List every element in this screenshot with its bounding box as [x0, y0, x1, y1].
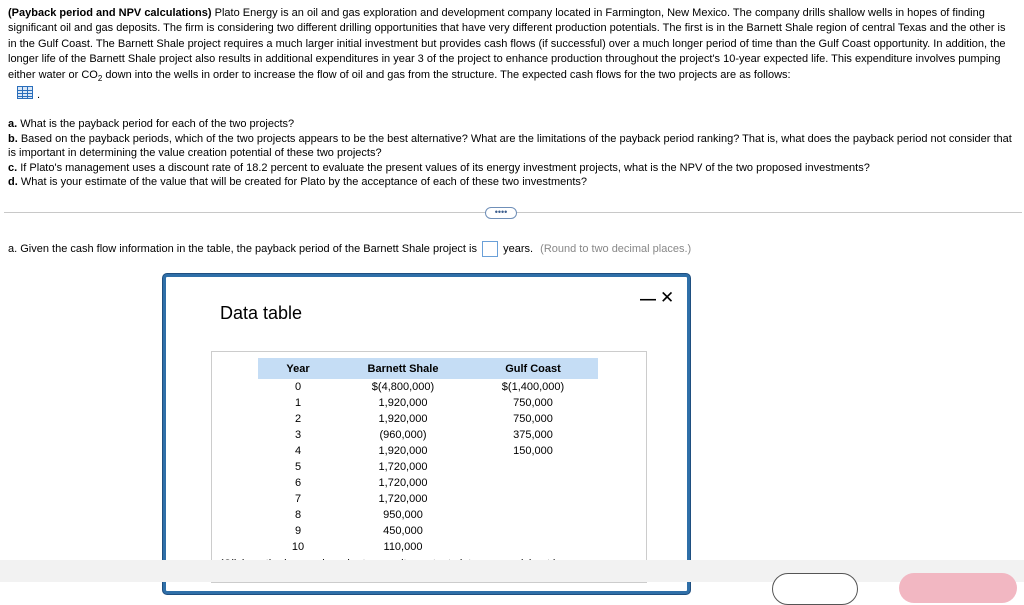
modal-title: Data table [220, 303, 303, 323]
cell-gulf: 750,000 [513, 413, 553, 425]
cell-gulf [468, 491, 598, 507]
question-list [8, 117, 1016, 190]
answer-hint: (Round to two decimal places.) [540, 242, 692, 255]
header-year: Year [258, 358, 338, 379]
cell-year: 5 [294, 461, 302, 473]
payback-answer-input[interactable] [482, 241, 498, 257]
minimize-button[interactable]: — [640, 291, 656, 308]
cell-gulf: 150,000 [513, 445, 553, 457]
problem-statement [8, 6, 1016, 86]
cell-gulf [468, 475, 598, 491]
data-table-icon[interactable] [17, 86, 33, 99]
cell-year: 4 [294, 445, 302, 457]
cell-gulf: $(1,400,000) [501, 381, 565, 393]
table-row [258, 475, 598, 491]
question-b-text: Based on the payback periods, which of the two projects appears to be the best alternative? What are the limitations of the payback period ranking? That is, what does the payback period not consider that is important in determining the value creation potential of these two projects? [8, 132, 1012, 160]
table-row [258, 379, 598, 395]
data-table-modal [163, 274, 690, 594]
cell-year: 6 [294, 477, 302, 489]
table-row [258, 395, 598, 411]
cell-year: 7 [294, 493, 302, 505]
table-icon-dot: . [37, 89, 41, 101]
cell-barnett: $(4,800,000) [371, 381, 435, 393]
question-a-label: a. [8, 118, 18, 130]
answer-line [8, 241, 691, 257]
question-b-label: b. [8, 132, 18, 145]
question-d-label: d. [8, 176, 18, 189]
question-c-text: If Plato's management uses a discount rate of 18.2 percent to evaluate the present values of its energy investment projects, what is the NPV of the two proposed investments? [17, 161, 870, 174]
cell-barnett: 1,720,000 [378, 477, 428, 489]
question-a-text: What is the payback period for each of the two projects? [17, 118, 295, 130]
problem-text-2: down into the wells in order to increase the flow of oil and gas from the structure. The expected cash flows for the two projects are as follows: [102, 68, 791, 81]
cell-barnett: 1,920,000 [378, 397, 428, 409]
question-b [8, 132, 1016, 161]
close-button[interactable]: ✕ [660, 288, 675, 307]
header-barnett: Barnett Shale [338, 358, 468, 379]
cell-barnett: 1,920,000 [378, 445, 428, 457]
cell-barnett: 1,720,000 [378, 461, 428, 473]
question-c-label: c. [8, 161, 18, 174]
expand-more-button[interactable]: •••• [485, 207, 517, 219]
answer-unit: years. [503, 242, 534, 255]
cell-year: 9 [294, 525, 302, 537]
cell-year: 1 [294, 397, 302, 409]
cell-year: 3 [294, 429, 302, 441]
cell-barnett: 1,720,000 [378, 493, 428, 505]
cell-barnett: 1,920,000 [378, 413, 428, 425]
table-row [258, 539, 598, 555]
answer-prefix: a. Given the cash flow information in the table, the payback period of the Barnett Shale project is [8, 242, 477, 255]
question-a [8, 117, 1016, 132]
cell-year: 8 [294, 509, 302, 521]
question-d-text: What is your estimate of the value that will be created for Plato by the acceptance of each of these two investments? [17, 176, 588, 189]
header-gulf: Gulf Coast [468, 358, 598, 379]
cell-year: 2 [294, 413, 302, 425]
table-container [211, 351, 647, 583]
cell-gulf [468, 507, 598, 523]
table-row [258, 443, 598, 459]
cell-barnett: 110,000 [383, 541, 423, 553]
table-row [258, 411, 598, 427]
cell-gulf: 750,000 [513, 397, 553, 409]
cell-gulf [468, 459, 598, 475]
table-row [258, 491, 598, 507]
table-header-row [258, 358, 598, 379]
secondary-action-button[interactable] [772, 573, 858, 605]
table-row [258, 427, 598, 443]
problem-text-1: Plato Energy is an oil and gas exploration and development company located in Farmington, New Mexico. The company drills shallow wells in hopes of finding significant oil and gas deposits. The firm is considering two different drilling opportunities that have very different production potentials. The first is in the Barnett Shale region of central Texas and the other is in the Gulf Coast. The Barnett Shale project requires a much larger initial investment but provides cash flows (if successful) over a much longer period of time than the Gulf Coast opportunity. In addition, the longer life of the Barnett Shale project also results in additional expenditures in year 3 of the project to enhance production throughout the project's 10-year expected life. This expenditure involves pumping either water or CO [8, 7, 1006, 81]
table-row [258, 459, 598, 475]
problem-title: (Payback period and NPV calculations) [8, 7, 212, 19]
table-row [258, 523, 598, 539]
cell-gulf: 375,000 [513, 429, 553, 441]
bottom-toolbar [0, 560, 1024, 582]
cell-barnett: 450,000 [383, 525, 423, 537]
table-row [258, 507, 598, 523]
cell-year: 0 [294, 381, 302, 393]
question-d [8, 175, 1016, 190]
cash-flow-table [258, 358, 598, 555]
primary-action-button[interactable] [899, 573, 1017, 603]
cell-barnett: (960,000) [379, 429, 427, 441]
cell-gulf [468, 523, 598, 539]
question-c [8, 161, 1016, 176]
cell-year: 10 [291, 541, 305, 553]
cell-gulf [468, 539, 598, 555]
cell-barnett: 950,000 [383, 509, 423, 521]
co2-subscript: 2 [97, 73, 103, 83]
